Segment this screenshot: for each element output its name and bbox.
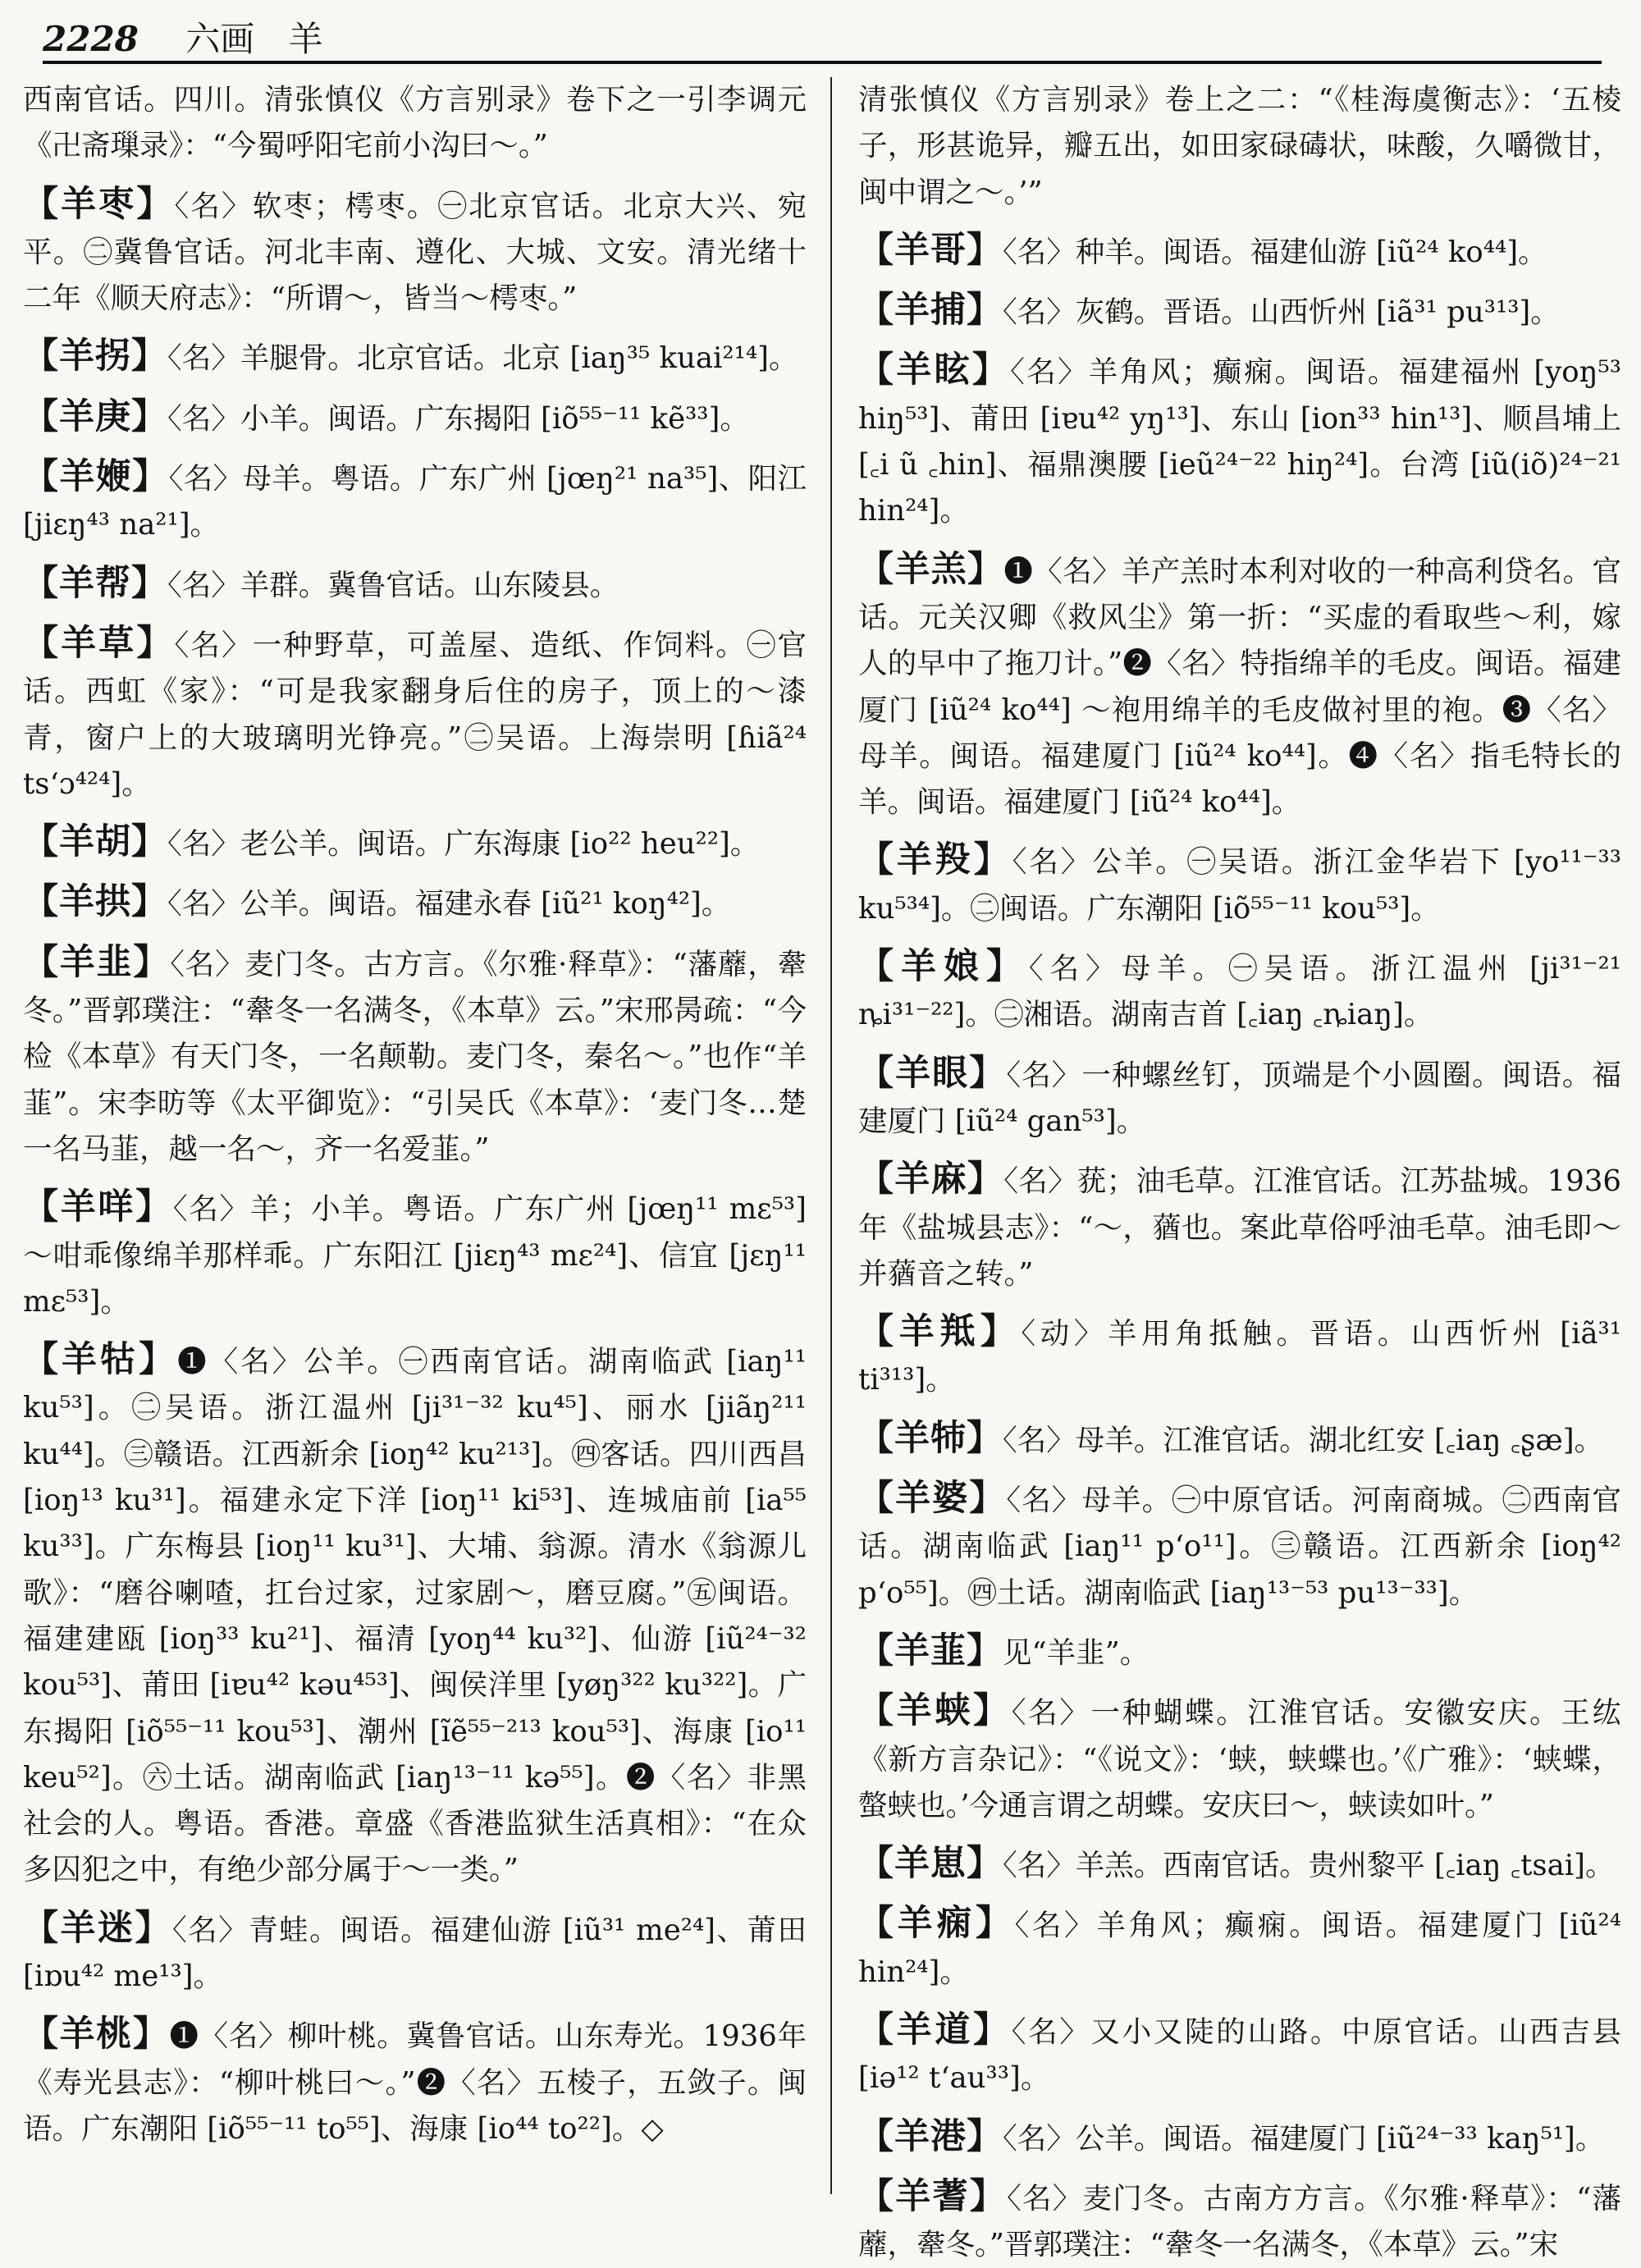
entry-headword: 【羊拱】 — [23, 881, 167, 923]
dictionary-entry — [23, 940, 807, 1173]
entry-headword: 【羊牯】 — [23, 1339, 178, 1381]
dictionary-entry — [858, 1628, 1621, 1676]
entry-headword: 【羊眩】 — [858, 350, 1011, 391]
entry-headword: 【羊痫】 — [858, 1903, 1015, 1945]
dictionary-entry — [858, 77, 1621, 216]
entry-headword: 【羊娘】 — [858, 946, 1029, 988]
entry-definition: 〈名〉小羊。闽语。广东揭阳 [iõ⁵⁵⁻¹¹ kẽ³³]。 — [167, 401, 749, 436]
entry-definition: 〈名〉母羊。㊀中原官话。河南商城。㊁西南官话。湖南临武 [iaŋ¹¹ p‘o¹¹]。㊂赣语。江西新余 [ioŋ⁴² p‘o⁵⁵]。㊃土话。湖南临武 [iaŋ¹³⁻⁵³ pu¹³⁻³³]。 — [858, 1484, 1621, 1610]
entry-headword: 【羊麻】 — [858, 1159, 1004, 1200]
dictionary-entry — [23, 1337, 807, 1894]
entry-definition: 〈动〉羊用角抵触。晋语。山西忻州 [iã³¹ ti³¹³]。 — [858, 1317, 1621, 1397]
dictionary-entry — [858, 287, 1621, 336]
entry-definition: 〈名〉羊角风；癫痫。闽语。福建福州 [yoŋ⁵³ hiŋ⁵³]、莆田 [iɐu⁴² yŋ¹³]、东山 [ion³³ hin¹³]、顺昌埔上 [꜀i ũ ꜀hin]、福鼎澳腰 [ieũ²⁴⁻²² hiŋ²⁴]。台湾 [iũ(iõ)²⁴⁻²¹ hin²⁴]。 — [858, 355, 1621, 528]
dictionary-entry — [23, 819, 807, 867]
dictionary-entry — [23, 181, 807, 322]
entry-definition: 〈名〉一种野草，可盖屋、造纸、作饲料。㊀官话。西虹《家》：“可是我家翻身后住的房子，顶上的～漆青，窗户上的大玻璃明光铮亮。”㊁吴语。上海崇明 [ɦiã²⁴ ts‘ɔ⁴²⁴]。 — [23, 628, 807, 801]
left-column — [23, 77, 807, 2215]
entry-headword: 【羊韭】 — [23, 941, 171, 983]
dictionary-entry — [858, 1415, 1621, 1464]
dictionary-entry — [858, 944, 1621, 1039]
dictionary-entry — [23, 333, 807, 382]
entry-definition: 西南官话。四川。清张慎仪《方言别录》卷下之一引李调元《卍斋璅录》：“今蜀呼阳宅前小沟曰～。” — [23, 83, 807, 163]
dictionary-entry — [858, 1050, 1621, 1145]
dictionary-entry — [858, 2174, 1621, 2268]
entry-definition: ❶〈名〉公羊。㊀西南官话。湖南临武 [iaŋ¹¹ ku⁵³]。㊁吴语。浙江温州 [ji³¹⁻³² ku⁴⁵]、丽水 [jiãŋ²¹¹ ku⁴⁴]。㊂赣语。江西新余 [ioŋ⁴² ku²¹³]。㊃客话。四川西昌 [ioŋ¹³ ku³¹]。福建永定下洋 [ioŋ¹¹ ki⁵³]、连城庙前 [ia⁵⁵ ku³³]。广东梅县 [ioŋ¹¹ ku³¹]、大埔、翁源。清水《翁源儿歌》：“磨谷喇喳，扛台过家，过家剧～，磨豆腐。”㊄闽语。福建建瓯 [ioŋ³³ ku²¹]、福清 [yoŋ⁴⁴ ku³²]、仙游 [iũ²⁴⁻³² kou⁵³]、莆田 [iɐu⁴² kəu⁴⁵³]、闽侯洋里 [yøŋ³²² ku³²²]。广东揭阳 [iõ⁵⁵⁻¹¹ kou⁵³]、潮州 [ĩẽ⁵⁵⁻²¹³ kou⁵³]、海康 [io¹¹ keu⁵²]。㊅土话。湖南临武 [iaŋ¹³⁻¹¹ kə⁵⁵]。❷〈名〉非黑社会的人。粤语。香港。章盛《香港监狱生活真相》：“在众多囚犯之中，有绝少部分属于～一类。” — [23, 1345, 807, 1887]
dictionary-entry — [23, 1184, 807, 1325]
entry-headword: 【羊蓍】 — [858, 2175, 1007, 2217]
right-column — [858, 77, 1622, 2262]
entry-headword: 【羊羝】 — [858, 1311, 1022, 1353]
entry-definition: 〈名〉麦门冬。古南方方言。《尔雅·释草》：“藩蘼，舝冬。”晋郭璞注：“舝冬一名满冬，《本草》云。”宋 — [858, 2181, 1622, 2262]
entry-headword: 【羊韮】 — [858, 1630, 1003, 1671]
entry-definition: 〈名〉羊；小羊。粤语。广东广州 [jœŋ¹¹ mɛ⁵³] ～咁乖像绵羊那样乖。广东阳江 [jiɛŋ⁴³ mɛ²⁴]、信宜 [jɛŋ¹¹ mɛ⁵³]。 — [23, 1192, 807, 1319]
entry-definition: 〈名〉公羊。闽语。福建厦门 [iũ²⁴⁻³³ kaŋ⁵¹]。 — [1003, 2121, 1605, 2156]
dictionary-entry — [858, 1156, 1621, 1297]
entry-definition: 〈名〉羊羔。西南官话。贵州黎平 [꜀iaŋ ꜀tsai]。 — [1003, 1849, 1615, 1883]
entry-headword: 【羊咩】 — [23, 1187, 173, 1228]
dictionary-entry — [23, 1905, 807, 2001]
page-header — [43, 18, 1602, 64]
entry-headword: 【羊哥】 — [858, 229, 1003, 271]
dictionary-entry — [23, 879, 807, 927]
dictionary-entry — [858, 546, 1621, 826]
entry-headword: 【羊眼】 — [858, 1052, 1007, 1094]
entry-headword: 【羊婆】 — [858, 1478, 1007, 1520]
entry-definition: 〈名〉公羊。㊀吴语。浙江金华岩下 [yo¹¹⁻³³ ku⁵³⁴]。㊁闽语。广东潮阳 [iõ⁵⁵⁻¹¹ kou⁵³]。 — [858, 845, 1621, 926]
entry-definition: 〈名〉羊腿骨。北京官话。北京 [iaŋ³⁵ kuai²¹⁴]。 — [167, 341, 798, 376]
entry-definition: 〈名〉一种蝴蝶。江淮官话。安徽安庆。王纮《新方言杂记》：“《说文》：‘蛱，蛱蝶也。’《广雅》：‘蛱蝶，螫蛱也。’今通言谓之胡蝶。安庆曰～，蛱读如叶。” — [858, 1696, 1621, 1822]
entry-definition: 〈名〉老公羊。闽语。广东海康 [io²² heu²²]。 — [167, 827, 760, 862]
entry-definition: 〈名〉麦门冬。古方言。《尔雅·释草》：“藩蘼，舝冬。”晋郭璞注：“舝冬一名满冬，《本草》云。”宋邢昺疏：“今检《本草》有天门冬，一名颠勒。麦门冬，秦名～。”也作“羊韮”。宋李昉等《太平御览》：“引吴氏《本草》：‘麦门冬…楚一名马韮，越一名～，齐一名爱韮。” — [23, 947, 807, 1166]
dictionary-entry — [858, 1900, 1621, 1996]
entry-definition: ❶〈名〉羊产羔时本利对收的一种高利贷名。官话。元关汉卿《救风尘》第一折：“买虚的看取些～利，嫁人的早中了拖刀计。”❷〈名〉特指绵羊的毛皮。闽语。福建厦门 [iũ²⁴ ko⁴⁴] ～袍用绵羊的毛皮做衬里的袍。❸〈名〉母羊。闽语。福建厦门 [iũ²⁴ ko⁴⁴]。❹〈名〉指毛特长的羊。闽语。福建厦门 [iũ²⁴ ko⁴⁴]。 — [858, 554, 1621, 820]
entry-definition: ❶〈名〉柳叶桃。冀鲁官话。山东寿光。1936年《寿光县志》：“柳叶桃曰～。”❷〈名〉五棱子，五敛子。闽语。广东潮阳 [iõ⁵⁵⁻¹¹ to⁵⁵]、海康 [io⁴⁴ to²²]。◇ — [23, 2019, 807, 2146]
entry-headword: 【羊桃】 — [23, 2014, 170, 2055]
entry-headword: 【羊㛹】 — [23, 456, 169, 498]
entry-definition: 〈名〉公羊。闽语。福建永春 [iũ²¹ koŋ⁴²]。 — [167, 887, 731, 921]
dictionary-entry — [858, 1840, 1621, 1889]
entry-definition: 〈名〉羊角风；癫痫。闽语。福建厦门 [iũ²⁴ hin²⁴]。 — [858, 1909, 1621, 1989]
dictionary-entry — [858, 2007, 1621, 2102]
entry-headword: 【羊帮】 — [23, 562, 167, 604]
entry-headword: 【羊㸬】 — [858, 1417, 1003, 1459]
entry-definition: 〈名〉又小又陡的山路。中原官话。山西吉县 [iə¹² t‘au³³]。 — [858, 2014, 1621, 2096]
entry-definition: 见“羊韭”。 — [1003, 1635, 1150, 1670]
entry-headword: 【羊羔】 — [858, 548, 1004, 590]
dictionary-entry — [23, 620, 807, 807]
dictionary-entry — [858, 227, 1621, 276]
radical-label: 羊 — [288, 19, 323, 59]
entry-headword: 【羊羖】 — [858, 839, 1012, 881]
entry-headword: 【羊港】 — [858, 2115, 1003, 2157]
entry-headword: 【羊蛱】 — [858, 1690, 1012, 1732]
entry-definition: 〈名〉种羊。闽语。福建仙游 [iũ²⁴ ko⁴⁴]。 — [1003, 235, 1547, 269]
dictionary-entry — [23, 394, 807, 442]
entry-definition: 清张慎仪《方言别录》卷上之二：“《桂海虞衡志》：‘五棱子，形甚诡异，瓣五出，如田家碌碡状，味酸，久嚼微甘，闽中谓之～。’” — [858, 83, 1621, 209]
stroke-section: 六画 — [185, 19, 255, 59]
page-number: 2228 — [43, 19, 139, 59]
entry-headword: 【羊拐】 — [23, 336, 167, 377]
entry-definition: 〈名〉一种螺丝钉，顶端是个小圆圈。闽语。福建厦门 [iũ²⁴ gan⁵³]。 — [858, 1058, 1621, 1138]
column-divider — [830, 77, 832, 2194]
entry-headword: 【羊枣】 — [23, 183, 175, 225]
dictionary-entry — [858, 2114, 1621, 2162]
entry-definition: 〈名〉青蛙。闽语。福建仙游 [iũ³¹ me²⁴]、莆田 [iɒu⁴² me¹³]。 — [23, 1913, 807, 1993]
entry-definition: 〈名〉灰鹤。晋语。山西忻州 [iã³¹ pu³¹³]。 — [1003, 295, 1560, 330]
dictionary-entry — [23, 2011, 807, 2152]
entry-definition: 〈名〉母羊。粤语。广东广州 [jœŋ²¹ na³⁵]、阳江 [jiɛŋ⁴³ na²¹]。 — [23, 462, 807, 542]
dictionary-entry — [858, 347, 1621, 534]
dictionary-entry — [858, 837, 1621, 932]
dictionary-entry — [858, 1475, 1621, 1616]
dictionary-entry — [858, 1309, 1621, 1404]
entry-definition: 〈名〉莸；油毛草。江淮官话。江苏盐城。1936年《盐城县志》：“～，蕕也。案此草俗呼油毛草。油毛即～并蕕音之转。” — [858, 1164, 1621, 1291]
entry-headword: 【羊捕】 — [858, 290, 1003, 332]
entry-definition: 〈名〉软枣；樗枣。㊀北京官话。北京大兴、宛平。㊁冀鲁官话。河北丰南、遵化、大城、文安。清光绪十二年《顺天府志》：“所谓～，皆当～樗枣。” — [23, 189, 807, 316]
entry-definition: 〈名〉羊群。冀鲁官话。山东陵县。 — [167, 568, 619, 602]
dictionary-entry — [23, 560, 807, 609]
dictionary-entry — [23, 454, 807, 549]
entry-headword: 【羊迷】 — [23, 1907, 172, 1949]
entry-headword: 【羊崽】 — [858, 1843, 1003, 1885]
entry-headword: 【羊道】 — [858, 2009, 1012, 2051]
entry-headword: 【羊胡】 — [23, 821, 167, 863]
entry-headword: 【羊草】 — [23, 622, 175, 664]
entry-headword: 【羊庚】 — [23, 396, 167, 437]
entry-definition: 〈名〉母羊。㊀吴语。浙江温州 [ji³¹⁻²¹ ȵi³¹⁻²²]。㊁湘语。湖南吉首 [꜀iaŋ ꜀ȵiaŋ]。 — [858, 952, 1621, 1032]
entry-definition: 〈名〉母羊。江淮官话。湖北红安 [꜀iaŋ ꜀ʂæ]。 — [1003, 1423, 1604, 1457]
dictionary-entry — [23, 77, 807, 170]
dictionary-entry — [858, 1688, 1621, 1829]
